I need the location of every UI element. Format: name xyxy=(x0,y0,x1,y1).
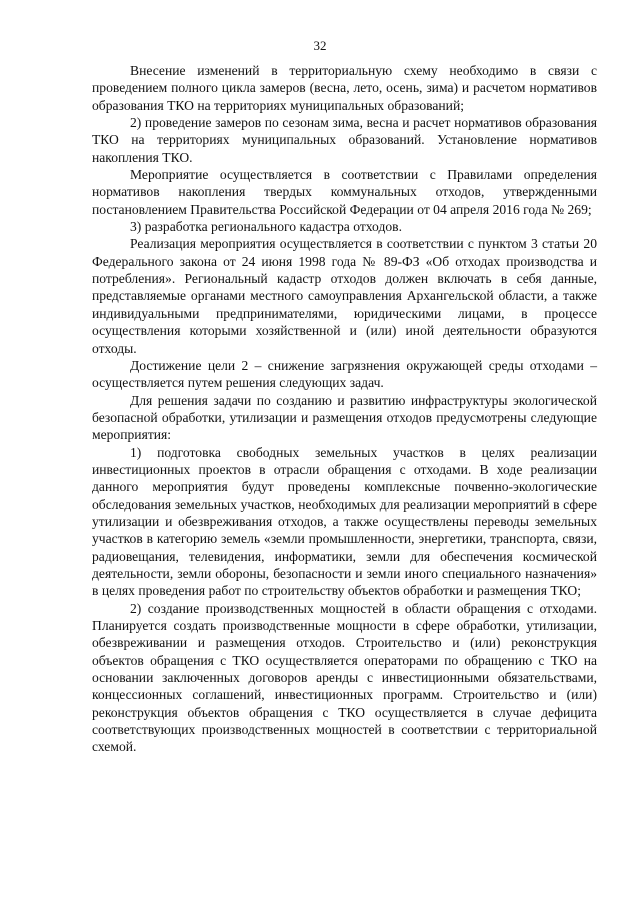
paragraph-goal-2: Достижение цели 2 – снижение загрязнения окружающей среды отходами – осуществляется путем решения следующих задач. xyxy=(92,357,597,391)
paragraph-infrastructure-task: Для решения задачи по созданию и развитию инфраструктуры экологической безопасной обработки, утилизации и размещения отходов предусмотрены следующие мероприятия: xyxy=(92,392,597,443)
paragraph-production-capacity: 2) создание производственных мощностей в области обращения с отходами. Планируется создать производственные мощности в сфере обработки, утилизации, обезвреживании и размещения отходов. Строительство и (или) реконструкция объектов обращения с ТКО осуществляется операторами по обращению с ТКО на основании заключенных договоров аренды с инвестиционными обязательствами, концессионных соглашений, инвестиционных программ. Строительство и (или) реконструкция объектов обращения с ТКО осуществляется в случае дефицита соответствующих производственных мощностей в соответствии с территориальной схемой. xyxy=(92,600,597,755)
paragraph-land-preparation: 1) подготовка свободных земельных участков в целях реализации инвестиционных проектов в отрасли обращения с отходами. В ходе реализации данного мероприятия будут проведены комплексные почвенно-экологические обследования земельных участков, необходимых для реализации мероприятий в сфере утилизации и обезвреживания отходов, а также осуществлены переводы земельных участков в категорию земель «земли промышленности, энергетики, транспорта, связи, радиовещания, телевидения, информатики, земли для обеспечения космической деятельности, земли обороны, безопасности и земли иного специального назначения» в целях проведения работ по строительству объектов обработки и размещения ТКО; xyxy=(92,444,597,599)
paragraph-norms-rules: Мероприятие осуществляется в соответствии с Правилами определения нормативов накопления твердых коммунальных отходов, утвержденными постановлением Правительства Российской Федерации от 04 апреля 2016 года № 269; xyxy=(92,167,597,217)
paragraph-territorial-scheme-changes: Внесение изменений в территориальную схему необходимо в связи с проведением полного цикла замеров (весна, лето, осень, зима) и расчетом нормативов образования ТКО на территориях муниципальных образований; xyxy=(92,63,597,113)
page-number: 32 xyxy=(313,38,327,53)
document-body xyxy=(92,62,597,756)
paragraph-seasonal-measurements: 2) проведение замеров по сезонам зима, весна и расчет нормативов образования ТКО на территориях муниципальных образований. Установление нормативов накопления ТКО. xyxy=(92,115,597,165)
paragraph-regional-cadastre: 3) разработка регионального кадастра отходов. xyxy=(130,219,402,235)
paragraph-cadastre-implementation: Реализация мероприятия осуществляется в соответствии с пунктом 3 статьи 20 Федерального закона от 24 июня 1998 года № 89-ФЗ «Об отходах производства и потребления». Региональный кадастр отходов должен включать в себя данные, представляемые органами местного самоуправления Архангельской области, а также индивидуальными предпринимателями, юридическими лицами, в процессе осуществления которыми хозяйственной и (или) иной деятельности образуются отходы. xyxy=(92,236,597,356)
